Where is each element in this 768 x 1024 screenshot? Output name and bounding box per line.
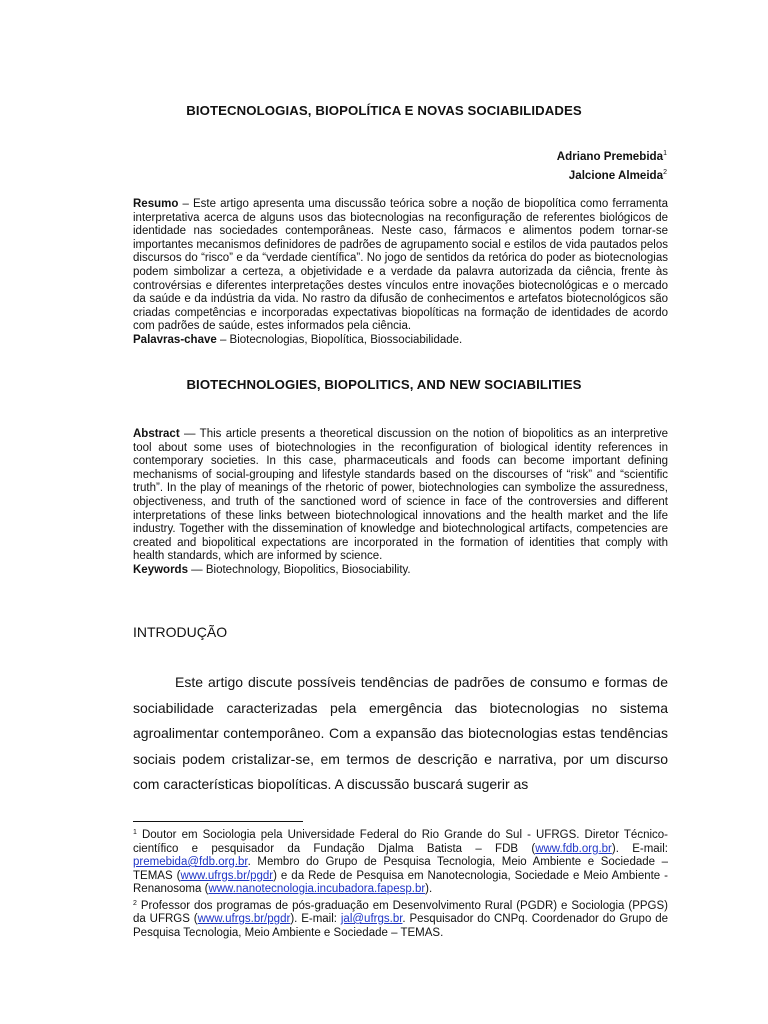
author-1 bbox=[557, 146, 667, 165]
footnote-ref[interactable]: 2 bbox=[663, 169, 667, 176]
link-ufrgs-pgdr[interactable]: www.ufrgs.br/pgdr bbox=[197, 913, 291, 925]
introduction-paragraph: Este artigo discute possíveis tendências de padrões de consumo e formas de sociabilidade caracterizadas pela emergência das biotecnologias no sistema agroalimentar contemporâneo. Com a expansão das biotecnologias estas tendências sociais podem cristalizar-se, em termos de descrição e narrativa, por um discurso com características biopolíticas. A discussão buscará sugerir as bbox=[133, 674, 668, 793]
authors-block bbox=[557, 146, 667, 184]
resumo-text: – Este artigo apresenta uma discussão teórica sobre a noção de biopolítica como ferramenta interpretativa acerca de alguns usos das biotecnologias na reconfiguração de referentes biológicos de identidade nas sociedades contemporâneas. Neste caso, fármacos e alimentos podem tornar-se importantes mecanismos definidores de padrões de agrupamento social e estilos de vida pautados pelos discursos do “risco” e da “verdade científica”. No jogo de sentidos da retórica do poder as biotecnologias podem simbolizar a certeza, a objetividade e a verdade da palavra autorizada da ciência, frente às controvérsias e diferentes interpretações destes vínculos entre inovações biotecnológicas e o mercado da saúde e da indústria da vida. No rastro da difusão de conhecimentos e artefatos biotecnológicos são criadas competências e incorporadas expectativas biopolíticas na formação de identidades de acordo com padrões de saúde, estes informados pela ciência. bbox=[133, 198, 668, 333]
footnote-text: . Membro do Grupo de Pesquisa Tecnologia, Meio Ambiente e Sociedade – TEMAS ( bbox=[133, 856, 668, 882]
keywords bbox=[133, 564, 668, 578]
author-name: Adriano Premebida bbox=[556, 150, 664, 163]
footnotes bbox=[133, 826, 668, 940]
title-portuguese: BIOTECNOLOGIAS, BIOPOLÍTICA E NOVAS SOCIABILIDADES bbox=[186, 103, 582, 118]
author-name: Jalcione Almeida bbox=[568, 169, 664, 182]
section-heading-introduction: INTRODUÇÃO bbox=[133, 624, 228, 640]
keywords-text: — Biotechnology, Biopolitics, Biosociability. bbox=[187, 563, 411, 576]
footnote-text: Doutor em Sociologia pela Universidade Federal do Rio Grande do Sul - UFRGS. Diretor Técnico-científico e pesquisador da Fundação Djalma Batista – FDB ( bbox=[133, 829, 668, 855]
footnote-ref[interactable]: 1 bbox=[663, 150, 667, 157]
footnote-text: ). bbox=[425, 883, 433, 895]
link-email-premebida[interactable]: premebida@fdb.org.br bbox=[133, 856, 248, 868]
footnote-text: . Pesquisador do CNPq. Coordenador do Grupo de Pesquisa Tecnologia, Meio Ambiente e Sociedade – TEMAS. bbox=[133, 913, 669, 939]
footnote-text: ) e da Rede de Pesquisa em Nanotecnologia, Sociedade e Meio Ambiente - Renanosoma ( bbox=[133, 869, 669, 895]
palavras-chave bbox=[133, 334, 668, 348]
resumo-label: Resumo bbox=[133, 198, 179, 210]
title-english: BIOTECHNOLOGIES, BIOPOLITICS, AND NEW SOCIABILITIES bbox=[186, 377, 582, 392]
palavras-chave-text: – Biotecnologias, Biopolítica, Biossociabilidade. bbox=[216, 333, 463, 346]
footnote-mark: 1 bbox=[133, 829, 137, 836]
abstract-paragraph bbox=[133, 428, 668, 564]
footnote-divider bbox=[133, 821, 303, 822]
abstract-label: Abstract bbox=[133, 428, 180, 440]
footnote-text: ). E-mail: bbox=[611, 842, 668, 855]
author-2 bbox=[557, 165, 667, 184]
footnote-2 bbox=[133, 897, 668, 941]
footnote-1 bbox=[133, 826, 668, 897]
link-fdb[interactable]: www.fdb.org.br bbox=[535, 842, 612, 855]
link-ufrgs-pgdr[interactable]: www.ufrgs.br/pgdr bbox=[180, 869, 274, 882]
abstract-block bbox=[133, 428, 668, 578]
palavras-chave-label: Palavras-chave bbox=[133, 333, 217, 346]
resumo-block bbox=[133, 198, 668, 348]
resumo-paragraph bbox=[133, 198, 668, 334]
footnote-text: Professor dos programas de pós-graduação em Desenvolvimento Rural (PGDR) e Sociologia (PPGS) da UFRGS ( bbox=[133, 899, 668, 925]
link-email-jal[interactable]: jal@ufrgs.br bbox=[340, 913, 403, 925]
link-nanotecnologia[interactable]: www.nanotecnologia.incubadora.fapesp.br bbox=[208, 883, 426, 895]
keywords-label: Keywords bbox=[133, 563, 188, 576]
abstract-text: — This article presents a theoretical discussion on the notion of biopolitics as an interpretive tool about some uses of biotechnologies in the reconfiguration of biological identity references in contemporary societies. In this case, pharmaceuticals and foods can become important defining mechanisms of social-grouping and lifestyle standards based on the discourses of “risk” and “scientific truth”. In the play of meanings of the rhetoric of power, biotechnologies can symbolize the assuredness, objectiveness, and truth of the sanctioned word of science in face of the controversies and different interpretations of these links between biotechnological innovations and the health market and the life industry. Together with the dissemination of knowledge and biotechnological artifacts, competencies are created and biopolitical expectations are incorporated in the formation of identities that comply with health standards, which are informed by science. bbox=[133, 428, 668, 563]
footnote-mark: 2 bbox=[133, 899, 137, 907]
footnote-text: ). E-mail: bbox=[290, 913, 341, 925]
